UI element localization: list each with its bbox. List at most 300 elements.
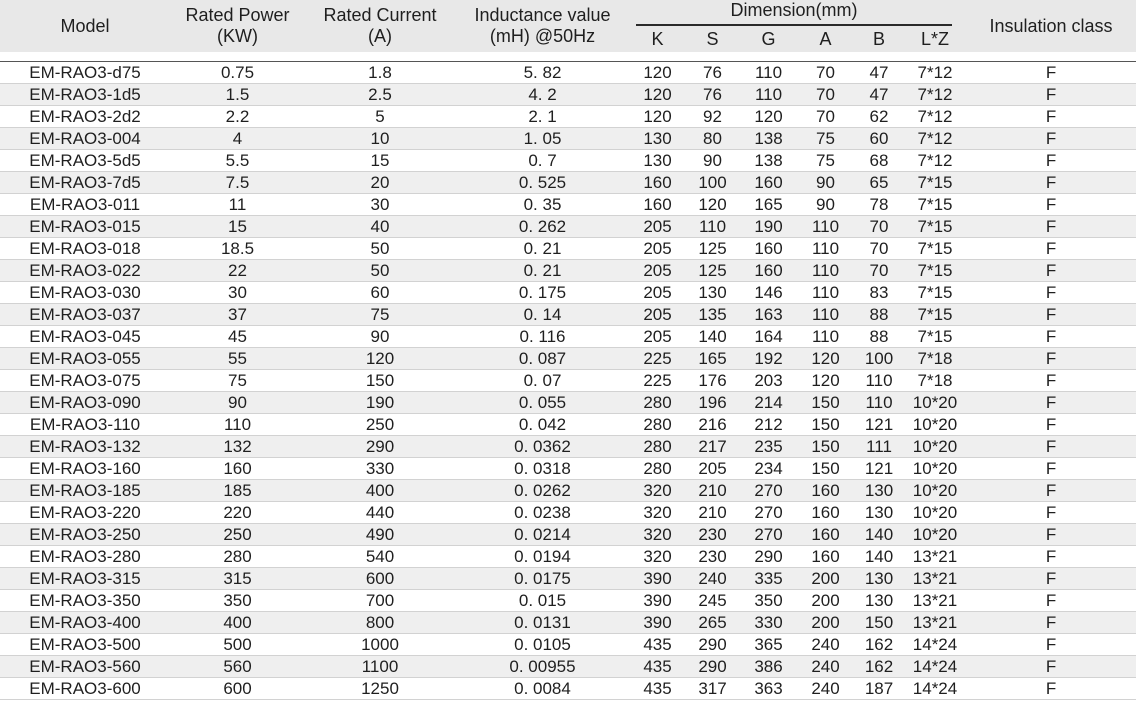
- cell-inductance-mh: 0. 35: [455, 194, 630, 216]
- cell-dim-a: 70: [797, 62, 854, 84]
- cell-dim-a: 150: [797, 458, 854, 480]
- table-row: [0, 568, 1136, 590]
- cell-dim-a: 110: [797, 216, 854, 238]
- cell-insulation-class: F: [966, 568, 1136, 590]
- cell-dim-g: 290: [740, 546, 797, 568]
- cell-dim-s: 165: [685, 348, 740, 370]
- cell-rated-current-a: 1250: [305, 678, 455, 700]
- cell-dim-s: 245: [685, 590, 740, 612]
- cell-dim-b: 111: [854, 436, 904, 458]
- cell-insulation-class: F: [966, 326, 1136, 348]
- cell-dim-s: 76: [685, 84, 740, 106]
- column-header-dim-a: A: [797, 26, 854, 52]
- inductance-label: Inductance value: [474, 5, 611, 25]
- cell-dim-lz: 7*12: [904, 62, 966, 84]
- cell-dim-a: 70: [797, 106, 854, 128]
- cell-inductance-mh: 0. 0262: [455, 480, 630, 502]
- cell-dim-a: 160: [797, 524, 854, 546]
- cell-dim-b: 62: [854, 106, 904, 128]
- cell-insulation-class: F: [966, 62, 1136, 84]
- cell-dim-g: 212: [740, 414, 797, 436]
- cell-dim-g: 192: [740, 348, 797, 370]
- table-row: [0, 458, 1136, 480]
- cell-dim-lz: 7*15: [904, 238, 966, 260]
- cell-inductance-mh: 0. 0318: [455, 458, 630, 480]
- cell-inductance-mh: 0. 525: [455, 172, 630, 194]
- cell-dim-k: 205: [630, 304, 685, 326]
- cell-dim-a: 110: [797, 260, 854, 282]
- cell-dim-b: 187: [854, 678, 904, 700]
- cell-model: EM-RAO3-400: [0, 612, 170, 634]
- cell-dim-lz: 13*21: [904, 590, 966, 612]
- cell-dim-s: 92: [685, 106, 740, 128]
- cell-rated-power-kw: 132: [170, 436, 305, 458]
- cell-dim-lz: 14*24: [904, 656, 966, 678]
- cell-dim-a: 150: [797, 392, 854, 414]
- cell-rated-current-a: 490: [305, 524, 455, 546]
- cell-inductance-mh: 2. 1: [455, 106, 630, 128]
- cell-dim-s: 230: [685, 546, 740, 568]
- table-row: [0, 128, 1136, 150]
- cell-dim-k: 205: [630, 238, 685, 260]
- cell-rated-power-kw: 220: [170, 502, 305, 524]
- cell-dim-b: 88: [854, 304, 904, 326]
- cell-dim-s: 125: [685, 238, 740, 260]
- cell-dim-g: 164: [740, 326, 797, 348]
- inductance-unit: (mH) @50Hz: [489, 26, 596, 46]
- cell-rated-current-a: 330: [305, 458, 455, 480]
- cell-dim-k: 205: [630, 260, 685, 282]
- cell-rated-power-kw: 1.5: [170, 84, 305, 106]
- cell-insulation-class: F: [966, 282, 1136, 304]
- cell-dim-s: 205: [685, 458, 740, 480]
- cell-inductance-mh: 0. 042: [455, 414, 630, 436]
- cell-rated-current-a: 50: [305, 238, 455, 260]
- cell-inductance-mh: 5. 82: [455, 62, 630, 84]
- table-row: [0, 304, 1136, 326]
- cell-dim-k: 120: [630, 106, 685, 128]
- cell-dim-s: 176: [685, 370, 740, 392]
- cell-rated-power-kw: 22: [170, 260, 305, 282]
- cell-insulation-class: F: [966, 458, 1136, 480]
- cell-rated-power-kw: 75: [170, 370, 305, 392]
- cell-dim-b: 121: [854, 414, 904, 436]
- cell-dim-g: 365: [740, 634, 797, 656]
- cell-dim-lz: 7*12: [904, 106, 966, 128]
- cell-rated-current-a: 800: [305, 612, 455, 634]
- cell-dim-lz: 7*15: [904, 260, 966, 282]
- cell-rated-power-kw: 500: [170, 634, 305, 656]
- cell-dim-lz: 7*18: [904, 370, 966, 392]
- cell-dim-a: 75: [797, 150, 854, 172]
- column-header-dim-s: S: [685, 26, 740, 52]
- cell-dim-b: 70: [854, 238, 904, 260]
- cell-dim-g: 110: [740, 84, 797, 106]
- cell-dim-g: 110: [740, 62, 797, 84]
- cell-model: EM-RAO3-7d5: [0, 172, 170, 194]
- cell-insulation-class: F: [966, 370, 1136, 392]
- cell-rated-current-a: 190: [305, 392, 455, 414]
- cell-rated-current-a: 60: [305, 282, 455, 304]
- cell-insulation-class: F: [966, 590, 1136, 612]
- cell-inductance-mh: 0. 0084: [455, 678, 630, 700]
- cell-dim-a: 75: [797, 128, 854, 150]
- cell-dim-lz: 7*15: [904, 194, 966, 216]
- cell-dim-g: 270: [740, 502, 797, 524]
- cell-model: EM-RAO3-600: [0, 678, 170, 700]
- cell-dim-b: 83: [854, 282, 904, 304]
- cell-dim-g: 165: [740, 194, 797, 216]
- cell-rated-current-a: 50: [305, 260, 455, 282]
- cell-insulation-class: F: [966, 304, 1136, 326]
- cell-inductance-mh: 0. 0105: [455, 634, 630, 656]
- cell-model: EM-RAO3-030: [0, 282, 170, 304]
- cell-rated-current-a: 290: [305, 436, 455, 458]
- cell-dim-a: 120: [797, 370, 854, 392]
- cell-rated-power-kw: 0.75: [170, 62, 305, 84]
- cell-dim-s: 135: [685, 304, 740, 326]
- cell-model: EM-RAO3-2d2: [0, 106, 170, 128]
- cell-dim-b: 150: [854, 612, 904, 634]
- cell-dim-k: 225: [630, 370, 685, 392]
- table-row: [0, 370, 1136, 392]
- cell-dim-k: 160: [630, 194, 685, 216]
- cell-dim-a: 150: [797, 436, 854, 458]
- cell-dim-b: 78: [854, 194, 904, 216]
- column-header-model: Model: [0, 0, 170, 52]
- cell-dim-k: 435: [630, 678, 685, 700]
- cell-dim-g: 160: [740, 238, 797, 260]
- cell-dim-k: 130: [630, 150, 685, 172]
- cell-dim-s: 80: [685, 128, 740, 150]
- cell-dim-a: 160: [797, 546, 854, 568]
- cell-dim-g: 160: [740, 172, 797, 194]
- cell-dim-a: 110: [797, 282, 854, 304]
- cell-dim-a: 70: [797, 84, 854, 106]
- table-row: [0, 634, 1136, 656]
- cell-dim-s: 265: [685, 612, 740, 634]
- cell-inductance-mh: 0. 0131: [455, 612, 630, 634]
- cell-rated-power-kw: 90: [170, 392, 305, 414]
- cell-dim-k: 435: [630, 656, 685, 678]
- cell-dim-g: 138: [740, 128, 797, 150]
- cell-inductance-mh: 0. 7: [455, 150, 630, 172]
- cell-rated-power-kw: 110: [170, 414, 305, 436]
- cell-insulation-class: F: [966, 612, 1136, 634]
- cell-rated-current-a: 540: [305, 546, 455, 568]
- cell-model: EM-RAO3-5d5: [0, 150, 170, 172]
- cell-dim-lz: 7*15: [904, 304, 966, 326]
- cell-dim-b: 130: [854, 568, 904, 590]
- cell-rated-power-kw: 560: [170, 656, 305, 678]
- table-row: [0, 238, 1136, 260]
- column-group-dimension: [630, 0, 966, 26]
- cell-rated-power-kw: 37: [170, 304, 305, 326]
- cell-dim-lz: 10*20: [904, 436, 966, 458]
- cell-model: EM-RAO3-500: [0, 634, 170, 656]
- cell-insulation-class: F: [966, 634, 1136, 656]
- cell-rated-current-a: 75: [305, 304, 455, 326]
- cell-dim-k: 160: [630, 172, 685, 194]
- cell-dim-k: 280: [630, 458, 685, 480]
- cell-dim-s: 140: [685, 326, 740, 348]
- cell-dim-lz: 7*15: [904, 326, 966, 348]
- cell-dim-a: 240: [797, 656, 854, 678]
- cell-model: EM-RAO3-015: [0, 216, 170, 238]
- cell-inductance-mh: 1. 05: [455, 128, 630, 150]
- cell-insulation-class: F: [966, 216, 1136, 238]
- cell-dim-b: 162: [854, 656, 904, 678]
- cell-rated-current-a: 400: [305, 480, 455, 502]
- cell-rated-power-kw: 600: [170, 678, 305, 700]
- cell-dim-s: 210: [685, 502, 740, 524]
- cell-insulation-class: F: [966, 414, 1136, 436]
- cell-rated-current-a: 2.5: [305, 84, 455, 106]
- cell-insulation-class: F: [966, 84, 1136, 106]
- table-row: [0, 172, 1136, 194]
- cell-dim-g: 146: [740, 282, 797, 304]
- cell-rated-power-kw: 4: [170, 128, 305, 150]
- cell-inductance-mh: 0. 14: [455, 304, 630, 326]
- cell-dim-g: 138: [740, 150, 797, 172]
- cell-model: EM-RAO3-350: [0, 590, 170, 612]
- cell-model: EM-RAO3-037: [0, 304, 170, 326]
- cell-rated-power-kw: 185: [170, 480, 305, 502]
- cell-dim-a: 90: [797, 194, 854, 216]
- cell-dim-a: 200: [797, 590, 854, 612]
- cell-inductance-mh: 0. 116: [455, 326, 630, 348]
- cell-insulation-class: F: [966, 656, 1136, 678]
- cell-dim-g: 214: [740, 392, 797, 414]
- cell-dim-lz: 10*20: [904, 480, 966, 502]
- cell-dim-g: 163: [740, 304, 797, 326]
- cell-insulation-class: F: [966, 524, 1136, 546]
- cell-model: EM-RAO3-004: [0, 128, 170, 150]
- cell-dim-b: 130: [854, 502, 904, 524]
- cell-dim-g: 270: [740, 480, 797, 502]
- column-header-rated-current: [305, 0, 455, 52]
- cell-dim-lz: 7*18: [904, 348, 966, 370]
- cell-model: EM-RAO3-250: [0, 524, 170, 546]
- table-header: [0, 0, 1136, 52]
- cell-rated-power-kw: 400: [170, 612, 305, 634]
- cell-rated-power-kw: 2.2: [170, 106, 305, 128]
- cell-dim-s: 216: [685, 414, 740, 436]
- cell-rated-current-a: 440: [305, 502, 455, 524]
- cell-dim-a: 240: [797, 678, 854, 700]
- cell-insulation-class: F: [966, 678, 1136, 700]
- cell-dim-k: 280: [630, 436, 685, 458]
- cell-dim-s: 317: [685, 678, 740, 700]
- cell-dim-k: 390: [630, 612, 685, 634]
- dimension-group-label: Dimension(mm): [636, 0, 952, 26]
- cell-rated-power-kw: 7.5: [170, 172, 305, 194]
- cell-model: EM-RAO3-045: [0, 326, 170, 348]
- cell-dim-lz: 7*12: [904, 128, 966, 150]
- cell-dim-lz: 10*20: [904, 502, 966, 524]
- cell-dim-s: 125: [685, 260, 740, 282]
- table-row: [0, 216, 1136, 238]
- cell-rated-current-a: 700: [305, 590, 455, 612]
- cell-dim-lz: 7*15: [904, 172, 966, 194]
- rated-power-unit: (KW): [217, 26, 258, 46]
- cell-inductance-mh: 0. 087: [455, 348, 630, 370]
- cell-dim-k: 130: [630, 128, 685, 150]
- cell-insulation-class: F: [966, 238, 1136, 260]
- cell-dim-b: 47: [854, 62, 904, 84]
- cell-rated-current-a: 600: [305, 568, 455, 590]
- cell-dim-b: 70: [854, 216, 904, 238]
- cell-insulation-class: F: [966, 260, 1136, 282]
- cell-dim-lz: 10*20: [904, 392, 966, 414]
- cell-dim-b: 130: [854, 590, 904, 612]
- cell-dim-b: 65: [854, 172, 904, 194]
- cell-rated-current-a: 40: [305, 216, 455, 238]
- cell-dim-k: 225: [630, 348, 685, 370]
- table-row: [0, 62, 1136, 84]
- cell-dim-s: 90: [685, 150, 740, 172]
- cell-rated-current-a: 10: [305, 128, 455, 150]
- cell-dim-b: 100: [854, 348, 904, 370]
- cell-dim-k: 320: [630, 502, 685, 524]
- cell-dim-g: 234: [740, 458, 797, 480]
- cell-dim-b: 140: [854, 524, 904, 546]
- cell-rated-power-kw: 250: [170, 524, 305, 546]
- cell-dim-b: 70: [854, 260, 904, 282]
- table-row: [0, 282, 1136, 304]
- cell-dim-k: 390: [630, 568, 685, 590]
- cell-inductance-mh: 0. 015: [455, 590, 630, 612]
- cell-dim-g: 160: [740, 260, 797, 282]
- cell-dim-b: 110: [854, 370, 904, 392]
- cell-inductance-mh: 4. 2: [455, 84, 630, 106]
- column-header-dim-k: K: [630, 26, 685, 52]
- cell-model: EM-RAO3-d75: [0, 62, 170, 84]
- cell-insulation-class: F: [966, 392, 1136, 414]
- cell-dim-k: 435: [630, 634, 685, 656]
- cell-inductance-mh: 0. 0175: [455, 568, 630, 590]
- cell-dim-a: 110: [797, 326, 854, 348]
- cell-dim-a: 110: [797, 238, 854, 260]
- cell-dim-k: 120: [630, 62, 685, 84]
- cell-model: EM-RAO3-560: [0, 656, 170, 678]
- cell-inductance-mh: 0. 0194: [455, 546, 630, 568]
- cell-rated-current-a: 1100: [305, 656, 455, 678]
- cell-dim-g: 350: [740, 590, 797, 612]
- cell-dim-a: 90: [797, 172, 854, 194]
- cell-inductance-mh: 0. 0214: [455, 524, 630, 546]
- cell-rated-current-a: 5: [305, 106, 455, 128]
- table-row: [0, 678, 1136, 700]
- cell-insulation-class: F: [966, 172, 1136, 194]
- cell-dim-a: 110: [797, 304, 854, 326]
- table-row: [0, 524, 1136, 546]
- cell-insulation-class: F: [966, 502, 1136, 524]
- cell-model: EM-RAO3-090: [0, 392, 170, 414]
- cell-insulation-class: F: [966, 194, 1136, 216]
- cell-rated-current-a: 90: [305, 326, 455, 348]
- cell-dim-s: 217: [685, 436, 740, 458]
- table-row: [0, 656, 1136, 678]
- table-row: [0, 502, 1136, 524]
- cell-rated-power-kw: 5.5: [170, 150, 305, 172]
- cell-rated-power-kw: 15: [170, 216, 305, 238]
- cell-dim-b: 162: [854, 634, 904, 656]
- table-row: [0, 480, 1136, 502]
- cell-insulation-class: F: [966, 480, 1136, 502]
- table-row: [0, 194, 1136, 216]
- cell-dim-b: 110: [854, 392, 904, 414]
- cell-dim-lz: 10*20: [904, 458, 966, 480]
- table-row: [0, 436, 1136, 458]
- cell-inductance-mh: 0. 055: [455, 392, 630, 414]
- cell-insulation-class: F: [966, 106, 1136, 128]
- cell-dim-b: 47: [854, 84, 904, 106]
- cell-inductance-mh: 0. 175: [455, 282, 630, 304]
- cell-dim-g: 335: [740, 568, 797, 590]
- header-body-gap: [0, 52, 1136, 62]
- table-row: [0, 590, 1136, 612]
- cell-insulation-class: F: [966, 128, 1136, 150]
- cell-dim-lz: 7*12: [904, 150, 966, 172]
- cell-dim-b: 140: [854, 546, 904, 568]
- cell-model: EM-RAO3-022: [0, 260, 170, 282]
- cell-dim-lz: 10*20: [904, 524, 966, 546]
- cell-dim-a: 160: [797, 480, 854, 502]
- table-row: [0, 326, 1136, 348]
- cell-rated-current-a: 250: [305, 414, 455, 436]
- cell-model: EM-RAO3-1d5: [0, 84, 170, 106]
- cell-dim-k: 205: [630, 282, 685, 304]
- cell-dim-k: 120: [630, 84, 685, 106]
- table-row: [0, 348, 1136, 370]
- cell-dim-g: 330: [740, 612, 797, 634]
- cell-inductance-mh: 0. 21: [455, 260, 630, 282]
- cell-dim-g: 203: [740, 370, 797, 392]
- cell-dim-lz: 7*12: [904, 84, 966, 106]
- cell-inductance-mh: 0. 0238: [455, 502, 630, 524]
- cell-dim-g: 190: [740, 216, 797, 238]
- cell-dim-k: 205: [630, 326, 685, 348]
- cell-model: EM-RAO3-315: [0, 568, 170, 590]
- cell-rated-power-kw: 30: [170, 282, 305, 304]
- cell-rated-current-a: 15: [305, 150, 455, 172]
- cell-dim-s: 210: [685, 480, 740, 502]
- column-header-insulation: Insulation class: [966, 0, 1136, 52]
- cell-rated-power-kw: 315: [170, 568, 305, 590]
- cell-dim-k: 205: [630, 216, 685, 238]
- column-header-dim-b: B: [854, 26, 904, 52]
- cell-dim-s: 110: [685, 216, 740, 238]
- cell-rated-current-a: 1000: [305, 634, 455, 656]
- cell-dim-k: 280: [630, 414, 685, 436]
- cell-model: EM-RAO3-110: [0, 414, 170, 436]
- cell-dim-k: 280: [630, 392, 685, 414]
- cell-insulation-class: F: [966, 546, 1136, 568]
- column-header-rated-power: [170, 0, 305, 52]
- cell-inductance-mh: 0. 262: [455, 216, 630, 238]
- cell-inductance-mh: 0. 0362: [455, 436, 630, 458]
- column-header-dim-g: G: [740, 26, 797, 52]
- cell-rated-power-kw: 18.5: [170, 238, 305, 260]
- cell-insulation-class: F: [966, 436, 1136, 458]
- cell-dim-k: 320: [630, 546, 685, 568]
- cell-dim-b: 68: [854, 150, 904, 172]
- cell-rated-current-a: 20: [305, 172, 455, 194]
- cell-dim-a: 150: [797, 414, 854, 436]
- cell-dim-b: 121: [854, 458, 904, 480]
- cell-dim-s: 290: [685, 656, 740, 678]
